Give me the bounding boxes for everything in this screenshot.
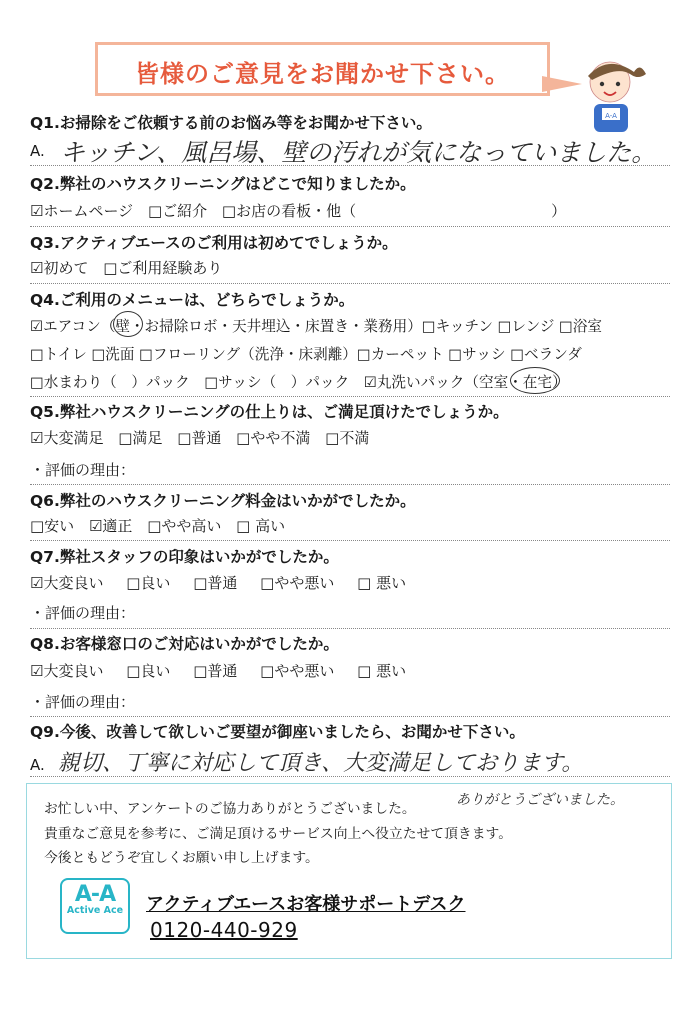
q8-question: Q8.お客様窓口のご対応はいかがでしたか。 <box>30 635 339 653</box>
q1-question: Q1.お掃除をご依頼する前のお悩み等をお聞かせ下さい。 <box>30 114 432 132</box>
divider <box>30 396 670 397</box>
option-slightly-bad[interactable]: □やや悪い <box>260 662 335 680</box>
closing-line-2: 貴重なご意見を参考に、ご満足頂けるサービス向上へ役立たせて頂きます。 <box>44 826 512 842</box>
header-banner <box>95 42 550 96</box>
logo-text: Active Ace <box>66 905 124 916</box>
q6-options <box>30 515 295 536</box>
divider <box>30 540 670 541</box>
circle-mark <box>510 367 560 394</box>
option-signboard-other[interactable]: □お店の看板・他（ ） <box>221 202 567 220</box>
closing-line-1: お忙しい中、アンケートのご協力ありがとうございました。 <box>44 801 416 817</box>
logo-mark: A-A <box>74 882 116 907</box>
q5-reason-label: ・評価の理由： <box>30 461 136 479</box>
q9-handwritten-answer: 親切、丁寧に対応して頂き、大変満足しております。 <box>58 751 584 776</box>
option-good[interactable]: □良い <box>126 574 171 592</box>
divider <box>30 484 670 485</box>
option-used-before[interactable]: □ご利用経験あり <box>103 259 223 277</box>
option-homepage[interactable]: ☑ホームページ <box>30 202 134 220</box>
q3-options <box>30 257 232 278</box>
q2-options <box>30 200 576 221</box>
option-first-time[interactable]: ☑初めて <box>30 259 89 277</box>
option-slightly-bad[interactable]: □やや悪い <box>260 574 335 592</box>
mascot-illustration <box>578 52 648 134</box>
q7-reason-label: ・評価の理由： <box>30 604 136 622</box>
option-very-good[interactable]: ☑大変良い <box>30 574 104 592</box>
option-neutral[interactable]: □普通 <box>193 662 238 680</box>
support-phone-number[interactable]: 0120-440-929 <box>150 918 298 942</box>
circle-mark <box>113 311 143 337</box>
divider <box>30 628 670 629</box>
q2-question: Q2.弊社のハウスクリーニングはどこで知りましたか。 <box>30 175 416 193</box>
option-referral[interactable]: □ご紹介 <box>147 202 208 220</box>
divider <box>30 716 670 717</box>
option-neutral[interactable]: □普通 <box>177 429 222 447</box>
q7-options <box>30 572 416 593</box>
q5-options <box>30 427 379 448</box>
q4-menu-row-3[interactable]: □水まわり（ ）パック □サッシ（ ）パック ☑丸洗いパック（空室・在宅） <box>30 374 567 391</box>
option-good[interactable]: □良い <box>126 662 171 680</box>
page-title: 皆様のご意見をお聞かせ下さい。 <box>135 60 510 88</box>
option-fair[interactable]: ☑適正 <box>88 517 133 535</box>
option-satisfied[interactable]: □満足 <box>118 429 163 447</box>
q5-question: Q5.弊社ハウスクリーニングの仕上りは、ご満足頂けたでしょうか。 <box>30 403 509 421</box>
q9-question: Q9.今後、改善して欲しいご要望が御座いましたら、お聞かせ下さい。 <box>30 723 525 741</box>
option-cheap[interactable]: □安い <box>30 517 75 535</box>
q9-handwritten-answer-2: ありがとうございました。 <box>456 792 624 808</box>
divider <box>30 226 670 227</box>
option-dissatisfied[interactable]: □不満 <box>325 429 370 447</box>
q9-answer-line <box>30 776 670 777</box>
q4-menu-row-1[interactable]: ☑エアコン（壁・お掃除ロボ・天井埋込・床置き・業務用）□キッチン □レンジ □浴室 <box>30 318 603 335</box>
option-neutral[interactable]: □普通 <box>193 574 238 592</box>
q1-answer-prefix: A. <box>30 142 45 160</box>
active-ace-logo <box>60 878 130 934</box>
q3-question: Q3.アクティブエースのご利用は初めてでしょうか。 <box>30 234 398 252</box>
speech-tail <box>542 76 582 92</box>
q4-question: Q4.ご利用のメニューは、どちらでしょうか。 <box>30 291 355 309</box>
q6-question: Q6.弊社のハウスクリーニング料金はいかがでしたか。 <box>30 492 416 510</box>
q8-options <box>30 660 416 681</box>
closing-line-3: 今後ともどうぞ宜しくお願い申し上げます。 <box>44 850 319 866</box>
option-somewhat-expensive[interactable]: □やや高い <box>147 517 222 535</box>
support-desk-title: アクティブエースお客様サポートデスク <box>146 894 466 915</box>
option-slightly-dissatisfied[interactable]: □やや不満 <box>236 429 311 447</box>
q1-handwritten-answer: キッチン、風呂場、壁の汚れが気になっていました。 <box>60 138 657 167</box>
q8-reason-label: ・評価の理由： <box>30 693 136 711</box>
q9-answer-prefix: A. <box>30 756 45 774</box>
option-very-satisfied[interactable]: ☑大変満足 <box>30 429 104 447</box>
option-bad[interactable]: □ 悪い <box>357 662 407 680</box>
option-expensive[interactable]: □ 高い <box>236 517 286 535</box>
option-very-good[interactable]: ☑大変良い <box>30 662 104 680</box>
svg-text:A-A: A-A <box>605 112 617 120</box>
divider <box>30 283 670 284</box>
option-bad[interactable]: □ 悪い <box>357 574 407 592</box>
q1-answer-line <box>30 165 670 166</box>
q7-question: Q7.弊社スタッフの印象はいかがでしたか。 <box>30 548 339 566</box>
q4-menu-row-2[interactable]: □トイレ □洗面 □フローリング（洗浄・床剥離）□カーペット □サッシ □ベランダ <box>30 346 582 363</box>
